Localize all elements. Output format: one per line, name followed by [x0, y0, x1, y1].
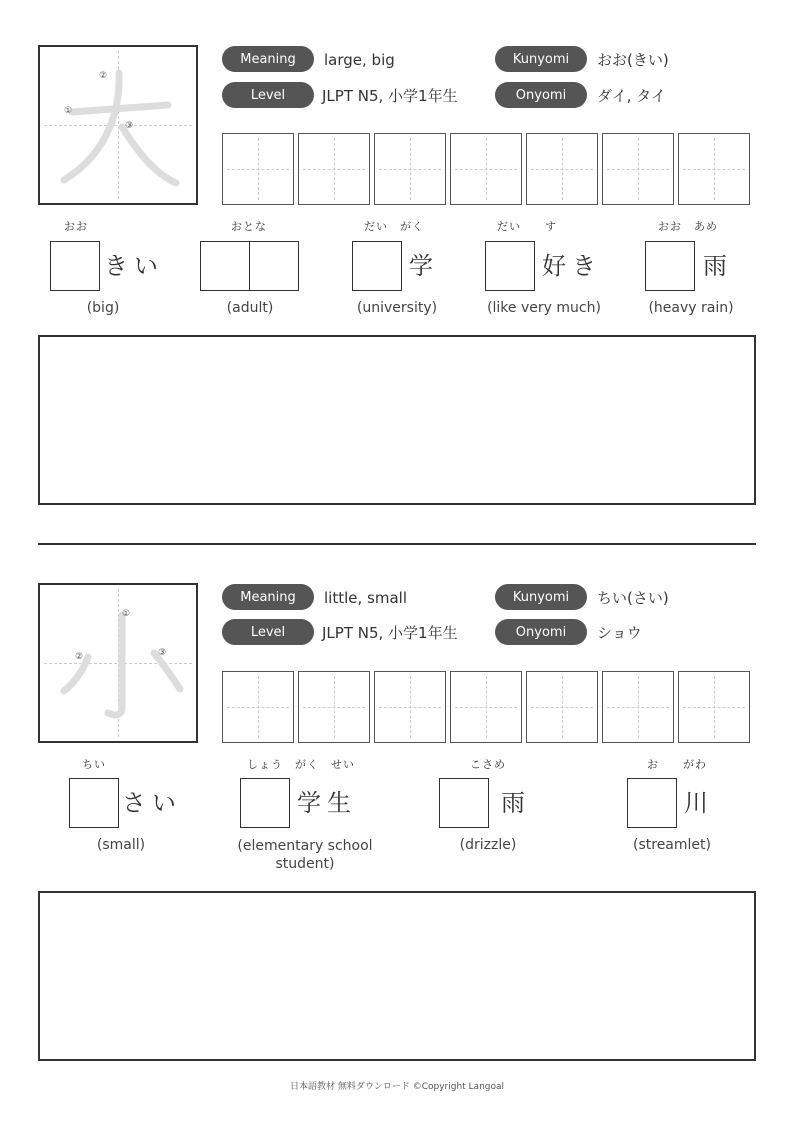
kanji-stroke-diagram [38, 45, 198, 205]
word-okurigana: 川 [684, 789, 714, 817]
stroke-number-3: ③ [158, 648, 167, 658]
practice-cell[interactable] [222, 671, 294, 743]
word-okurigana: きい [104, 252, 164, 280]
word-furigana: おお [64, 220, 88, 233]
word-furigana: だい がく [364, 220, 424, 233]
word-furigana: おとな [231, 220, 267, 233]
kunyomi-label: Kunyomi [495, 584, 587, 610]
stroke-number-1: ① [64, 106, 73, 116]
onyomi-label: Onyomi [495, 619, 587, 645]
level-value: JLPT N5, 小学1年生 [322, 87, 458, 105]
stroke-number-2: ② [75, 652, 84, 662]
practice-cell[interactable] [678, 133, 750, 205]
answer-box[interactable] [200, 241, 250, 291]
notes-box[interactable] [38, 891, 756, 1061]
answer-box[interactable] [240, 778, 290, 828]
word-okurigana: 学 [409, 252, 439, 280]
word-meaning: (elementary school student) [237, 838, 373, 872]
answer-box[interactable] [439, 778, 489, 828]
word-meaning: (university) [356, 300, 438, 316]
level-value: JLPT N5, 小学1年生 [322, 624, 458, 642]
practice-cell[interactable] [374, 133, 446, 205]
word-meaning: (adult) [226, 300, 274, 316]
word-meaning: (heavy rain) [648, 300, 734, 316]
stroke-number-1: ① [122, 609, 131, 619]
practice-cell[interactable] [602, 133, 674, 205]
practice-cell[interactable] [298, 133, 370, 205]
practice-cell[interactable] [298, 671, 370, 743]
answer-box[interactable] [50, 241, 100, 291]
level-label: Level [222, 619, 314, 645]
stroke-number-2: ② [99, 71, 108, 81]
meaning-label: Meaning [222, 46, 314, 72]
word-furigana: しょう がく せい [247, 758, 355, 771]
meaning-value: little, small [324, 589, 407, 607]
answer-box[interactable] [249, 241, 299, 291]
footer-copyright: 日本語教材 無料ダウンロード ©Copyright Langoal [289, 1082, 505, 1092]
word-furigana: こさめ [470, 758, 506, 771]
answer-box[interactable] [69, 778, 119, 828]
meaning-value: large, big [324, 51, 395, 69]
practice-cell[interactable] [526, 133, 598, 205]
practice-cell[interactable] [526, 671, 598, 743]
section-divider [38, 543, 756, 545]
word-furigana: だい す [497, 220, 557, 233]
kanji-stroke-diagram [38, 583, 198, 743]
word-okurigana: 好き [542, 252, 602, 280]
practice-cell[interactable] [602, 671, 674, 743]
stroke-number-3: ③ [125, 121, 134, 131]
kunyomi-value: ちい(さい) [597, 589, 669, 607]
practice-cell[interactable] [222, 133, 294, 205]
word-furigana: おお あめ [658, 220, 718, 233]
notes-box[interactable] [38, 335, 756, 505]
word-meaning: (big) [86, 300, 120, 316]
word-meaning: (streamlet) [633, 837, 711, 853]
onyomi-value: ショウ [597, 624, 642, 642]
word-okurigana: 雨 [501, 789, 531, 817]
onyomi-value: ダイ, タイ [597, 87, 666, 105]
answer-box[interactable] [352, 241, 402, 291]
word-okurigana: 学生 [297, 789, 357, 817]
answer-box[interactable] [645, 241, 695, 291]
stroke-order-icon [40, 47, 196, 203]
practice-cell[interactable] [450, 133, 522, 205]
answer-box[interactable] [485, 241, 535, 291]
word-meaning: (small) [96, 837, 146, 853]
onyomi-label: Onyomi [495, 82, 587, 108]
word-meaning: (like very much) [487, 300, 601, 316]
answer-box[interactable] [627, 778, 677, 828]
word-meaning: (drizzle) [459, 837, 517, 853]
practice-cell[interactable] [374, 671, 446, 743]
stroke-order-icon [40, 585, 196, 741]
kunyomi-label: Kunyomi [495, 46, 587, 72]
practice-cell[interactable] [678, 671, 750, 743]
word-okurigana: 雨 [703, 252, 733, 280]
practice-cell[interactable] [450, 671, 522, 743]
word-furigana: ちい [82, 758, 106, 771]
level-label: Level [222, 82, 314, 108]
meaning-label: Meaning [222, 584, 314, 610]
kunyomi-value: おお(きい) [597, 51, 669, 69]
word-okurigana: さい [122, 789, 182, 817]
word-furigana: お がわ [647, 758, 707, 771]
